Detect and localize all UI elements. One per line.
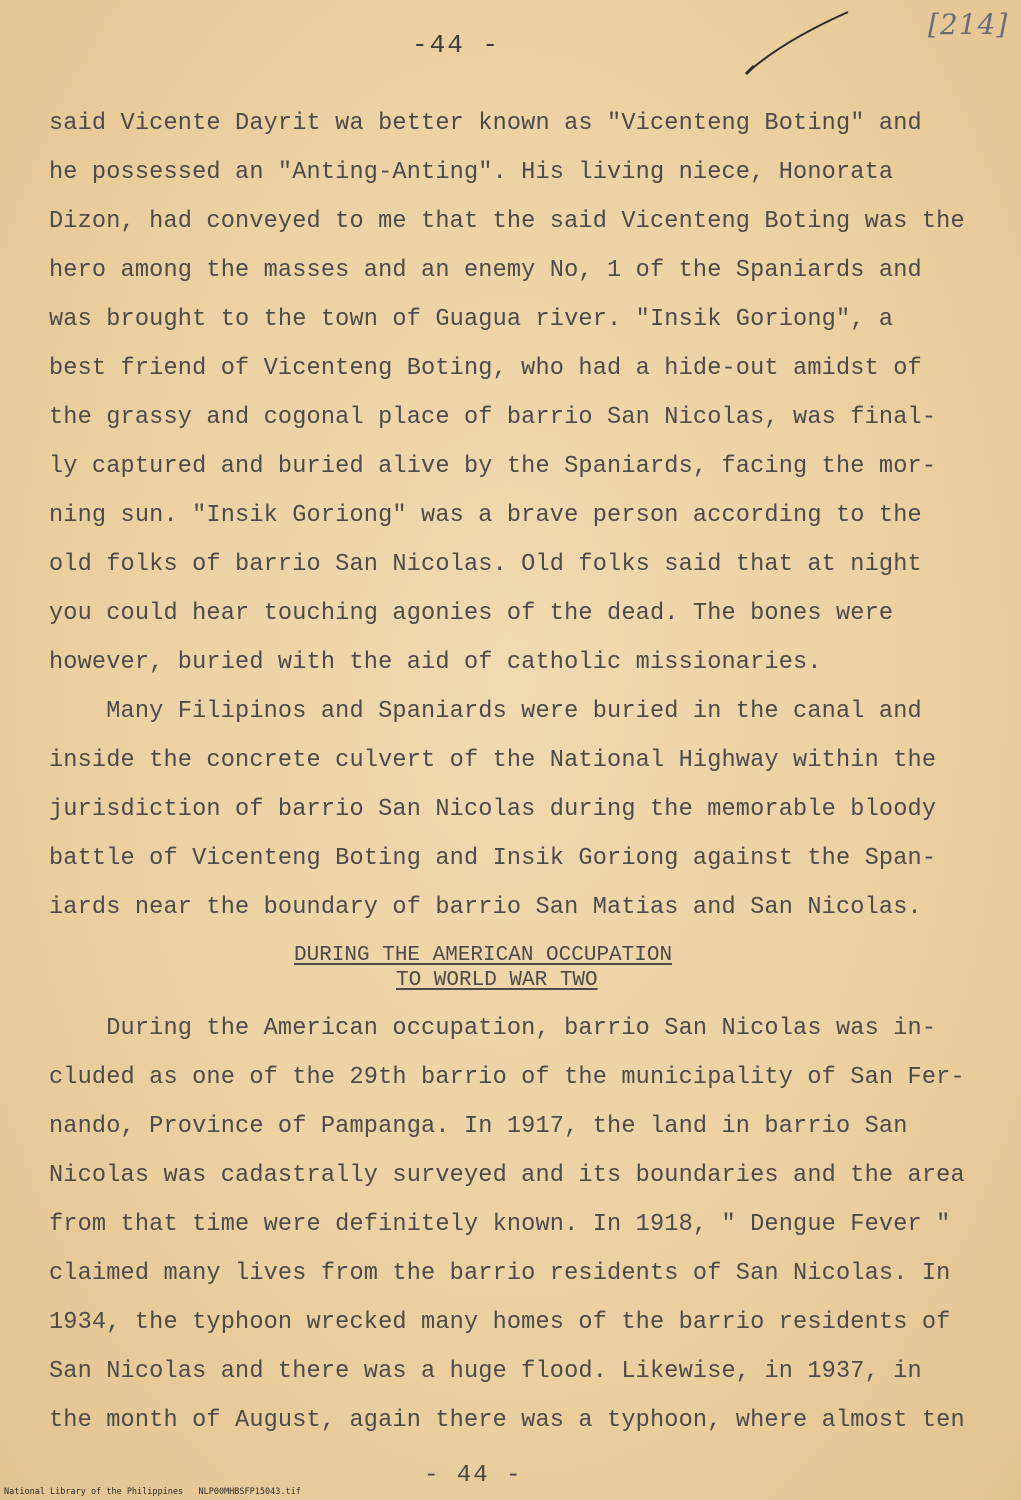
section-heading-line1: DURING THE AMERICAN OCCUPATION bbox=[294, 944, 673, 967]
body-line: you could hear touching agonies of the dead. The bones were bbox=[49, 600, 894, 627]
page-number-top: -44 - bbox=[412, 30, 501, 60]
body-line: Many Filipinos and Spaniards were buried in the canal and bbox=[49, 698, 922, 725]
footer-file-id: NLP00MHBSFP15043.tif bbox=[198, 1487, 301, 1497]
body-line: old folks of barrio San Nicolas. Old folks said that at night bbox=[49, 551, 922, 578]
body-line: best friend of Vicenteng Boting, who had a hide-out amidst of bbox=[49, 355, 922, 382]
body-line: hero among the masses and an enemy No, 1 of the Spaniards and bbox=[49, 257, 922, 284]
section-line: from that time were definitely known. In 1918, " Dengue Fever " bbox=[49, 1211, 951, 1238]
body-line: the grassy and cogonal place of barrio San Nicolas, was final- bbox=[49, 404, 937, 431]
footer-library: National Library of the Philippines bbox=[4, 1487, 184, 1497]
body-line: ning sun. "Insik Goriong" was a brave person according to the bbox=[49, 502, 922, 529]
body-line: said Vicente Dayrit wa better known as "Vicenteng Boting" and bbox=[49, 110, 922, 137]
section-line: During the American occupation, barrio San Nicolas was in- bbox=[49, 1015, 937, 1042]
body-line: ly captured and buried alive by the Spaniards, facing the mor- bbox=[49, 453, 937, 480]
body-line: however, buried with the aid of catholic missionaries. bbox=[49, 649, 822, 676]
section-line: 1934, the typhoon wrecked many homes of the barrio residents of bbox=[49, 1309, 951, 1336]
body-line: he possessed an "Anting-Anting". His living niece, Honorata bbox=[49, 159, 894, 186]
section-line: Nicolas was cadastrally surveyed and its boundaries and the area bbox=[49, 1162, 965, 1189]
section-line: San Nicolas and there was a huge flood. Likewise, in 1937, in bbox=[49, 1358, 922, 1385]
section-line: claimed many lives from the barrio residents of San Nicolas. In bbox=[49, 1260, 951, 1287]
footer-source bbox=[4, 1487, 301, 1497]
body-line: was brought to the town of Guagua river. "Insik Goriong", a bbox=[49, 306, 894, 333]
page-number-bottom: - 44 - bbox=[424, 1462, 523, 1489]
body-line: jurisdiction of barrio San Nicolas during the memorable bloody bbox=[49, 796, 937, 823]
body-line: inside the concrete culvert of the National Highway within the bbox=[49, 747, 937, 774]
archive-number: [214] bbox=[928, 8, 1009, 41]
section-line: nando, Province of Pampanga. In 1917, the land in barrio San bbox=[49, 1113, 908, 1140]
body-line: iards near the boundary of barrio San Matias and San Nicolas. bbox=[49, 894, 922, 921]
section-heading-line2: TO WORLD WAR TWO bbox=[396, 969, 598, 992]
check-mark-icon bbox=[744, 8, 854, 80]
body-line: battle of Vicenteng Boting and Insik Goriong against the Span- bbox=[49, 845, 937, 872]
body-line: Dizon, had conveyed to me that the said Vicenteng Boting was the bbox=[49, 208, 965, 235]
section-line: the month of August, again there was a typhoon, where almost ten bbox=[49, 1407, 965, 1434]
section-line: cluded as one of the 29th barrio of the municipality of San Fer- bbox=[49, 1064, 965, 1091]
